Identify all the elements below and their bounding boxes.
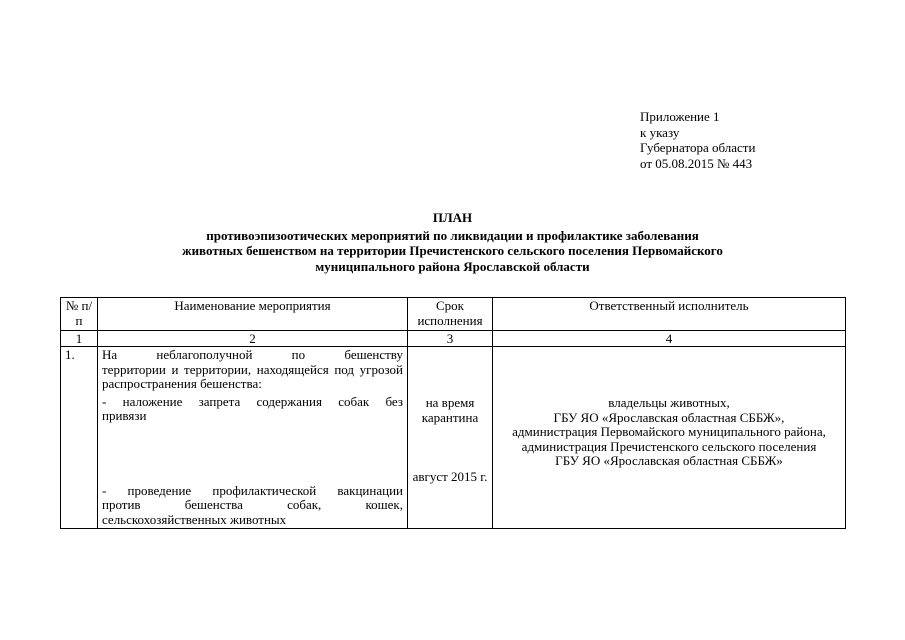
- plan-table: [60, 297, 846, 529]
- document-title: [60, 210, 845, 274]
- header-term: Срок исполнения: [408, 298, 493, 331]
- appendix-line-2: к указу: [640, 124, 680, 140]
- activity-item-2-second-line: против бешенства собак, кошек,: [102, 497, 403, 512]
- header-name: Наименование мероприятия: [98, 298, 408, 331]
- column-number-3: 3: [408, 331, 493, 347]
- activity-item-2-rest: сельскохозяйственных животных: [102, 511, 287, 527]
- activity-item-1-rest: привязи: [102, 408, 147, 423]
- item-1-term: на время карантина: [421, 395, 479, 425]
- column-number-2: 2: [98, 331, 408, 347]
- column-number-4: 4: [493, 331, 846, 347]
- item-2-responsible: ГБУ ЯО «Ярославская областная СББЖ»: [555, 453, 783, 468]
- appendix-note: [640, 109, 840, 171]
- row-number: 1.: [61, 347, 98, 529]
- title-line-1: противоэпизоотических мероприятий по ликвидации и профилактике заболевания: [206, 227, 699, 243]
- appendix-line-1: Приложение 1: [640, 109, 720, 124]
- column-numbers-row: [61, 331, 846, 347]
- activity-item-1-first-line: - наложение запрета содержания собак без: [102, 393, 403, 409]
- table-header-row: [61, 298, 846, 331]
- title-line-2: животных бешенством на территории Пречистенского сельского поселения Первомайского: [182, 243, 723, 258]
- item-1-responsible-3: администрация Первомайского муниципального района,: [512, 424, 826, 439]
- activity-intro-first-line: На неблагополучной по бешенству: [102, 347, 403, 362]
- item-1-responsible-2: ГБУ ЯО «Ярославская областная СББЖ»,: [553, 409, 785, 425]
- column-number-1: 1: [61, 331, 98, 347]
- header-num: № п/п: [61, 298, 98, 331]
- item-1-responsible-4: администрация Пречистенского сельского поселения: [521, 438, 817, 454]
- title-line-3: муниципального района Ярославской области: [315, 258, 590, 274]
- table-row: [61, 347, 846, 529]
- header-responsible: Ответственный исполнитель: [493, 298, 846, 331]
- activity-intro-rest: территории и территории, находящейся под угрозой распространения бешенства:: [102, 361, 403, 391]
- item-1-responsible-1: владельцы животных,: [608, 395, 730, 410]
- item-2-term: август 2015 г.: [412, 469, 488, 484]
- appendix-line-4: от 05.08.2015 № 443: [640, 155, 753, 171]
- title-heading: ПЛАН: [432, 210, 473, 225]
- row-activities: [98, 347, 408, 529]
- activity-item-2-first-line: - проведение профилактической вакцинации: [102, 482, 403, 498]
- appendix-line-3: Губернатора области: [640, 140, 756, 155]
- row-responsible: [493, 347, 846, 529]
- row-terms: [408, 347, 493, 529]
